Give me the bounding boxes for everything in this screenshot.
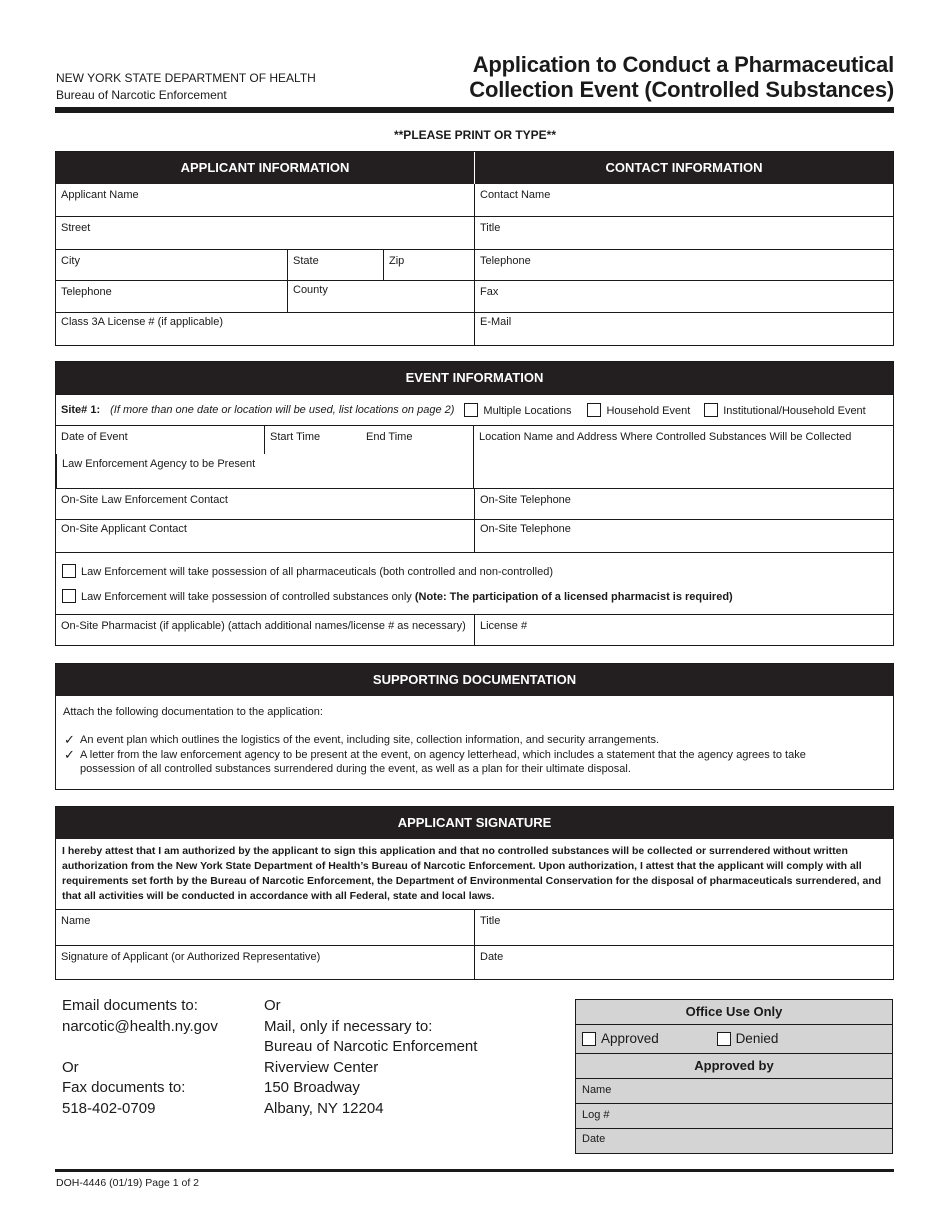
checkbox-box[interactable] xyxy=(717,1032,731,1046)
site-row xyxy=(56,394,893,425)
attestation-text: I hereby attest that I am authorized by the applicant to sign this application and that no controlled substances will be collected or surrendered without written authorization from the New York State Department of Health’s Bureau of Narcotic Enforcement. Upon authorization, I attest that the applicant will comply with all requirements set forth by the Bureau of Narcotic Enforcement, the Department of Environmental Conservation for the disposal of pharmaceuticals surrendered, and that all activities will be conducted in accordance with all Federal, state and local laws. xyxy=(62,845,882,902)
footer-rule xyxy=(55,1169,894,1172)
mail-instructions xyxy=(264,996,477,1119)
onsite-telephone-field-2[interactable]: On-Site Telephone xyxy=(474,520,893,552)
multiple-locations-checkbox[interactable] xyxy=(464,403,571,417)
office-log-field[interactable]: Log # xyxy=(576,1103,892,1128)
onsite-law-contact-field[interactable]: On-Site Law Enforcement Contact xyxy=(61,494,228,506)
possession-options xyxy=(56,552,893,614)
office-name-field[interactable]: Name xyxy=(576,1078,892,1103)
pharmacist-note: (Note: The participation of a licensed pharmacist is required) xyxy=(414,591,733,603)
checkbox-box[interactable] xyxy=(464,403,478,417)
applicant-contact-section xyxy=(55,151,894,346)
approved-label: Approved xyxy=(601,1031,659,1046)
possession-cs-checkbox[interactable] xyxy=(62,589,887,603)
list-item-text: A letter from the law enforcement agency to be present at the event, on agency letterhead, which includes a statement that the agency agrees to take possession of all controlled substances surrendered during the event, as well as a plan for their ultimate disposal. xyxy=(80,749,806,775)
list-item-text: An event plan which outlines the logistics of the event, including site, collection information, and security arrangements. xyxy=(80,734,660,746)
contact-heading: CONTACT INFORMATION xyxy=(475,152,893,184)
list-item xyxy=(64,748,885,776)
email-fax-instructions xyxy=(62,996,218,1119)
pharmacist-license-field[interactable]: License # xyxy=(474,615,893,646)
institutional-event-label: Institutional/Household Event xyxy=(723,405,866,417)
email-instructions: Email documents to: xyxy=(62,997,198,1014)
date-of-event-field[interactable]: Date of Event xyxy=(61,431,128,443)
start-time-field[interactable]: Start Time xyxy=(264,426,361,454)
approved-checkbox[interactable] xyxy=(582,1031,659,1046)
email-address[interactable]: narcotic@health.ny.gov xyxy=(62,1017,218,1035)
contact-telephone-field[interactable]: Telephone xyxy=(480,255,531,267)
applicant-name-field[interactable]: Applicant Name xyxy=(61,189,139,201)
signer-name-field[interactable]: Name xyxy=(61,915,91,927)
supporting-intro: Attach the following documentation to the application: xyxy=(63,706,323,718)
possession-all-label: Law Enforcement will take possession of all pharmaceuticals (both controlled and non-controlled) xyxy=(81,566,554,578)
or-label: Or xyxy=(264,997,281,1014)
applicant-telephone-field[interactable]: Telephone xyxy=(61,286,112,298)
denied-checkbox[interactable] xyxy=(717,1031,779,1046)
denied-label: Denied xyxy=(735,1031,779,1046)
mail-instructions-label: Mail, only if necessary to: xyxy=(264,1017,433,1035)
contact-fax-field[interactable]: Fax xyxy=(480,286,499,298)
household-event-label: Household Event xyxy=(606,405,691,417)
mail-address-line: Albany, NY 12204 xyxy=(264,1099,384,1117)
location-field[interactable]: Location Name and Address Where Controlled Substances Will be Collected xyxy=(479,431,852,443)
event-heading: EVENT INFORMATION xyxy=(56,362,893,394)
signature-heading: APPLICANT SIGNATURE xyxy=(56,807,893,839)
end-time-field[interactable]: End Time xyxy=(366,431,413,443)
contact-fields xyxy=(475,184,893,345)
signature-field[interactable]: Signature of Applicant (or Authorized Representative) xyxy=(61,951,321,963)
institutional-event-checkbox[interactable] xyxy=(704,403,865,417)
page-title xyxy=(469,52,894,102)
supporting-section xyxy=(55,663,894,790)
fax-instructions: Fax documents to: xyxy=(62,1079,186,1096)
supporting-list xyxy=(56,733,893,776)
approved-by-heading: Approved by xyxy=(576,1053,892,1078)
signature-date-field[interactable]: Date xyxy=(474,946,893,979)
street-field[interactable]: Street xyxy=(61,222,91,234)
header-rule xyxy=(55,107,894,113)
checkbox-box[interactable] xyxy=(582,1032,596,1046)
zip-field[interactable]: Zip xyxy=(383,250,474,280)
contact-email-field[interactable]: E-Mail xyxy=(480,316,512,328)
event-left-block xyxy=(56,426,474,488)
checkbox-box[interactable] xyxy=(62,564,76,578)
fax-number: 518-402-0709 xyxy=(62,1099,156,1117)
class-3a-license-field[interactable]: Class 3A License # (if applicable) xyxy=(61,316,224,328)
mail-address-line: Riverview Center xyxy=(264,1058,379,1076)
bureau-name: Bureau of Narcotic Enforcement xyxy=(56,88,227,102)
print-note: **PLEASE PRINT OR TYPE** xyxy=(393,128,557,142)
site-note: (If more than one date or location will be used, list locations on page 2) xyxy=(110,404,455,416)
office-heading: Office Use Only xyxy=(685,1004,783,1019)
or-label: Or xyxy=(62,1058,79,1076)
supporting-heading: SUPPORTING DOCUMENTATION xyxy=(56,664,893,696)
title-line-2: Collection Event (Controlled Substances) xyxy=(469,77,894,102)
contact-name-field[interactable]: Contact Name xyxy=(480,189,551,201)
checkbox-box[interactable] xyxy=(587,403,601,417)
checkbox-box[interactable] xyxy=(704,403,718,417)
office-use-box xyxy=(575,999,893,1154)
signature-section xyxy=(55,806,894,980)
applicant-heading: APPLICANT INFORMATION xyxy=(56,152,475,184)
onsite-applicant-contact-field[interactable]: On-Site Applicant Contact xyxy=(61,523,187,535)
onsite-telephone-field-1[interactable]: On-Site Telephone xyxy=(474,489,893,519)
mail-address-line: Bureau of Narcotic Enforcement xyxy=(264,1038,478,1055)
event-section xyxy=(55,361,894,646)
law-agency-field[interactable]: Law Enforcement Agency to be Present xyxy=(56,454,473,489)
approval-row xyxy=(576,1024,892,1053)
form-code: DOH-4446 (01/19) Page 1 of 2 xyxy=(56,1177,200,1189)
applicant-fields xyxy=(56,184,475,345)
county-field[interactable]: County xyxy=(287,281,474,312)
list-item xyxy=(64,733,885,747)
title-line-1: Application to Conduct a Pharmaceutical xyxy=(472,52,894,77)
onsite-pharmacist-field[interactable]: On-Site Pharmacist (if applicable) (attach additional names/license # as necessary) xyxy=(61,620,466,632)
site-label: Site# 1: xyxy=(61,404,101,416)
checkmark-icon: ✓ xyxy=(64,732,75,747)
possession-all-checkbox[interactable] xyxy=(62,564,887,578)
signer-title-field[interactable]: Title xyxy=(474,910,893,945)
checkmark-icon: ✓ xyxy=(64,747,75,762)
possession-cs-label: Law Enforcement will take possession of controlled substances only xyxy=(81,591,412,603)
office-date-field[interactable]: Date xyxy=(576,1128,892,1153)
agency-block xyxy=(56,70,316,104)
checkbox-box[interactable] xyxy=(62,589,76,603)
multiple-locations-label: Multiple Locations xyxy=(483,405,572,417)
state-field[interactable]: State xyxy=(287,250,383,280)
contact-title-field[interactable]: Title xyxy=(480,222,501,234)
agency-name: NEW YORK STATE DEPARTMENT OF HEALTH xyxy=(56,71,316,85)
city-field[interactable]: City xyxy=(61,255,80,267)
mail-address-line: 150 Broadway xyxy=(264,1079,360,1096)
household-event-checkbox[interactable] xyxy=(587,403,690,417)
